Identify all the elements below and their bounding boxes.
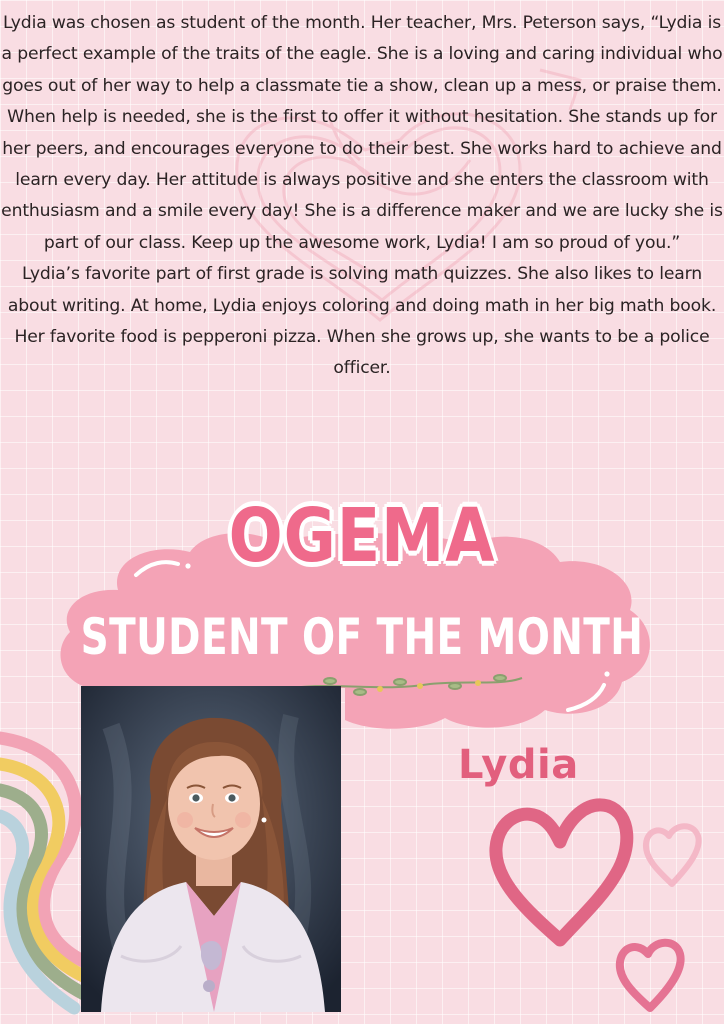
- teacher-quote-paragraph: Lydia was chosen as student of the month. Her teacher, Mrs. Peterson says, “Lydia is a perfect example of the traits of the eagle. She is a loving and caring individual who goes out of her way to help a classmate tie a show, clean up a mess, or praise them. When help is needed, she is the first to offer it without hesitation. She stands up for her peers, and encourages everyone to do their best. She works hard to achieve and learn every day. Her attitude is always positive and she enters the classroom with enthusiasm and a smile every day! She is a difference maker and we are lucky she is part of our class. Keep up the awesome work, Lydia! I am so proud of you.”: [1, 13, 723, 253]
- favorites-paragraph: Lydia’s favorite part of first grade is solving math quizzes. She also likes to learn about writing. At home, Lydia enjoys coloring and doing math in her big math book. Her favorite food is pepperoni pizza. When she grows up, she wants to be a police officer.: [7, 264, 717, 379]
- small-heart-icon: [641, 818, 703, 890]
- bottom-heart-icon: [612, 934, 688, 1014]
- large-heart-icon: [486, 790, 634, 948]
- student-photo: [81, 686, 341, 1012]
- award-title: STUDENT OF THE MONTH: [80, 608, 644, 666]
- student-name: Lydia: [458, 742, 579, 788]
- story-text: [0, 8, 724, 385]
- school-title: OGEMA: [228, 493, 496, 579]
